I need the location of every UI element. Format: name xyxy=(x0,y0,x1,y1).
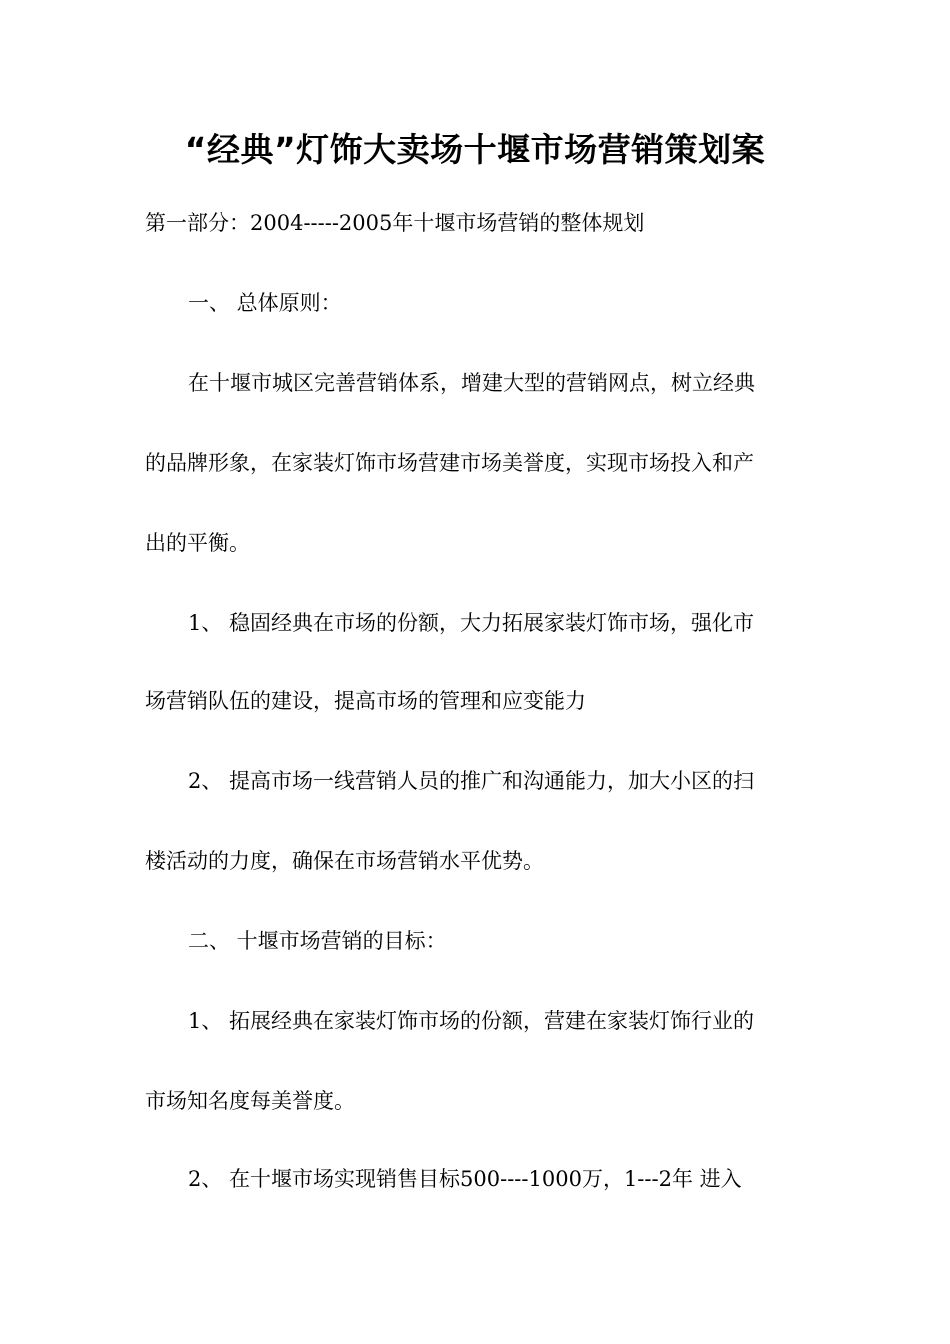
section-heading: 二、 十堰市场营销的目标： xyxy=(188,929,447,953)
list-item-line: 1、 拓展经典在家装灯饰市场的份额，营建在家装灯饰行业的 xyxy=(188,1009,755,1033)
list-item-line: 市场知名度每美誉度。 xyxy=(145,1089,355,1113)
list-item-line: 2、 提高市场一线营销人员的推广和沟通能力，加大小区的扫 xyxy=(188,769,755,793)
paragraph-line: 出的平衡。 xyxy=(145,531,250,555)
paragraph-line: 在十堰市城区完善营销体系，增建大型的营销网点，树立经典 xyxy=(188,371,755,395)
document-title: “经典”灯饰大卖场十堰市场营销策划案 xyxy=(184,130,766,169)
part-heading: 第一部分：2004-----2005年十堰市场营销的整体规划 xyxy=(145,211,645,235)
list-item-line: 场营销队伍的建设，提高市场的管理和应变能力 xyxy=(145,689,586,713)
list-item-line: 2、 在十堰市场实现销售目标500----1000万，1---2年 进入 xyxy=(188,1167,742,1191)
section-heading: 一、 总体原则： xyxy=(188,291,342,315)
paragraph-line: 的品牌形象，在家装灯饰市场营建市场美誉度，实现市场投入和产 xyxy=(145,451,754,475)
list-item-line: 1、 稳固经典在市场的份额，大力拓展家装灯饰市场，强化市 xyxy=(188,611,755,635)
list-item-line: 楼活动的力度，确保在市场营销水平优势。 xyxy=(145,849,544,873)
